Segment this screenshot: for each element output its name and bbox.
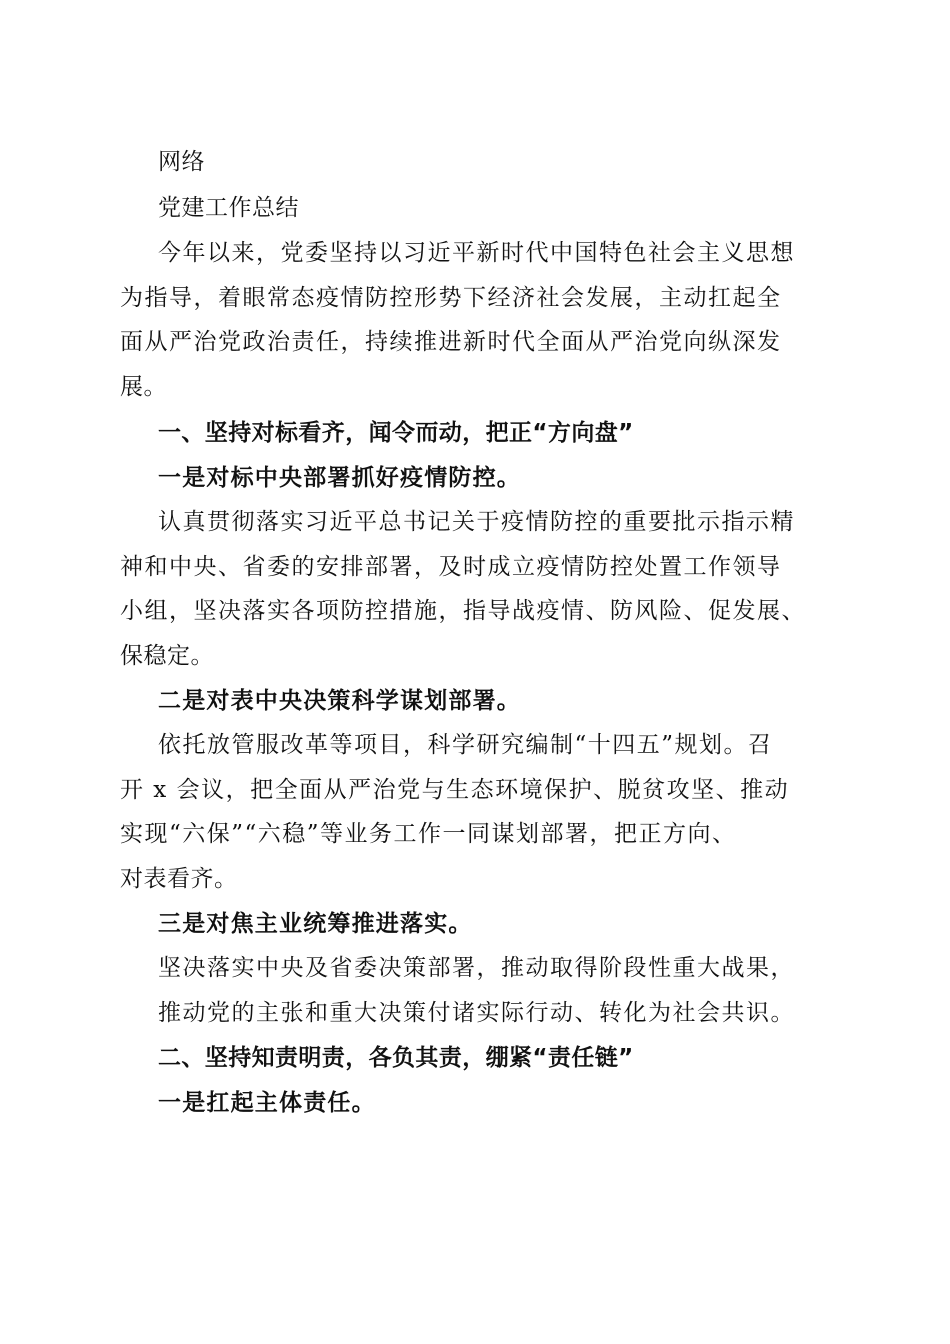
section-2-heading: 二、坚持知责明责，各负其责，绷紧“责任链” [158,1045,634,1071]
section-1-item-1-body: 认真贯彻落实习近平总书记关于疫情防控的重要批示指示精 [158,509,795,535]
section-1-item-1-title: 一是对标中央部署抓好疫情防控。 [158,464,521,491]
section-2-item-1-title: 一是扛起主体责任。 [158,1089,376,1116]
section-1-item-2-body: 开 x 会议，把全面从严治党与生态环境保护、脱贫攻坚、推动 [120,777,790,803]
section-1-item-3-body: 坚决落实中央及省委决策部署，推动取得阶段性重大战果， [158,955,795,981]
section-1-heading: 一、坚持对标看齐，闻令而动，把正“方向盘” [158,420,634,446]
intro-line: 为指导，着眼常态疫情防控形势下经济社会发展，主动扛起全 [120,285,782,311]
section-1-item-1-body: 小组，坚决落实各项防控措施，指导战疫情、防风险、促发展、 [120,598,806,624]
intro-line: 今年以来，党委坚持以习近平新时代中国特色社会主义思想 [158,240,795,266]
section-1-item-3-title: 三是对焦主业统筹推进落实。 [158,910,473,937]
section-1-item-1-body: 神和中央、省委的安排部署，及时成立疫情防控处置工作领导 [120,554,782,580]
section-1-item-2-body: 对表看齐。 [120,866,238,892]
section-1-item-1-body: 保稳定。 [120,643,214,669]
section-1-item-2-body: 依托放管服改革等项目，科学研究编制“十四五”规划。召 [158,732,773,758]
section-1-item-2-title: 二是对表中央决策科学谋划部署。 [158,687,521,714]
intro-line: 展。 [120,374,167,400]
intro-line: 面从严治党政治责任，持续推进新时代全面从严治党向纵深发 [120,329,782,355]
title-line-1: 网络 [158,149,205,175]
title-line-2: 党建工作总结 [158,195,299,221]
section-1-item-2-body: 实现“六保”“六稳”等业务工作一同谋划部署，把正方向、 [120,821,737,847]
section-1-item-3-body: 推动党的主张和重大决策付诸实际行动、转化为社会共识。 [158,1000,795,1026]
